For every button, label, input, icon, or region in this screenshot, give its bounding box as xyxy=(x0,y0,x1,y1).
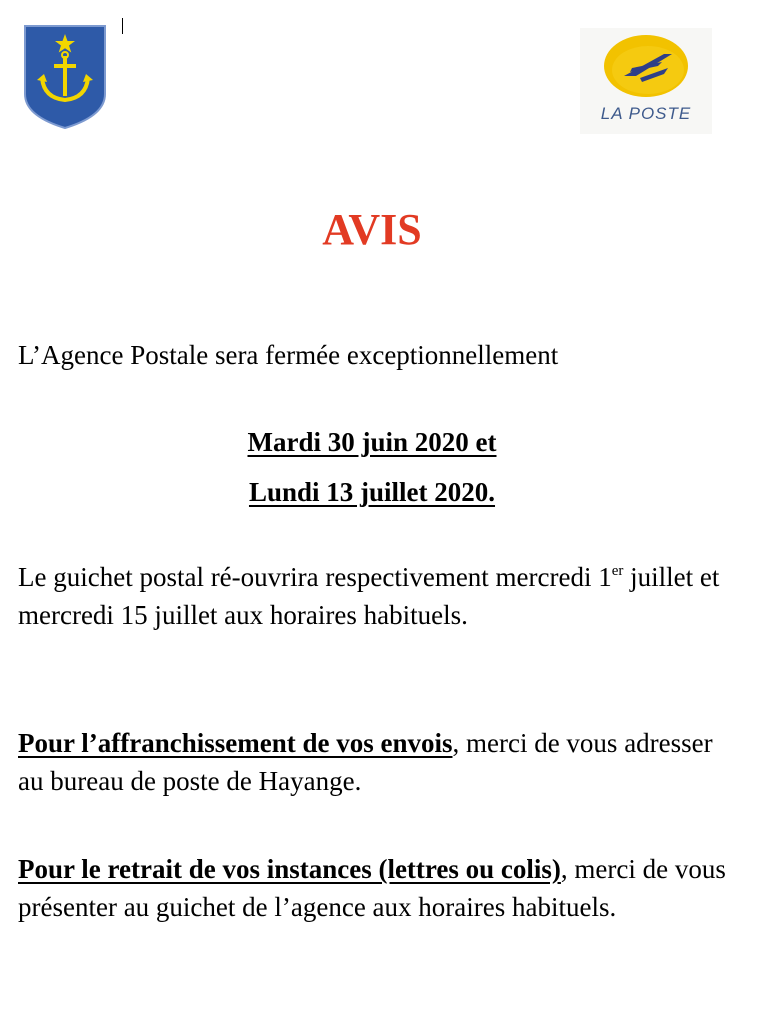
retrait-paragraph xyxy=(18,850,738,926)
coat-of-arms-icon xyxy=(22,24,108,130)
notice-title-text: AVIS xyxy=(322,205,422,254)
notice-title xyxy=(0,202,744,258)
la-poste-bird-icon xyxy=(602,32,690,102)
intro-paragraph xyxy=(18,336,738,374)
la-poste-logo xyxy=(580,28,712,134)
closure-date-2 xyxy=(0,468,744,516)
affranchissement-heading: Pour l’affranchissement de vos envois xyxy=(18,728,453,758)
affranchissement-paragraph xyxy=(18,724,738,800)
reopen-text-2: juillet et mercredi 15 juillet aux horaires habituels. xyxy=(18,562,720,630)
retrait-heading: Pour le retrait de vos instances (lettres ou colis) xyxy=(18,854,561,884)
reopen-text-1: Le guichet postal ré-ouvrira respectivement mercredi 1 xyxy=(18,562,612,592)
closure-date-1 xyxy=(0,418,744,466)
closure-date-1-text: Mardi 30 juin 2020 et xyxy=(247,427,497,457)
la-poste-label: LA POSTE xyxy=(600,104,692,123)
reopen-superscript: er xyxy=(611,563,624,579)
retrait-text: , merci de vous présenter au guichet de l’agence aux horaires habituels. xyxy=(18,854,726,922)
intro-text: L’Agence Postale sera fermée exceptionnellement xyxy=(18,340,559,370)
text-cursor xyxy=(122,18,123,34)
reopen-paragraph xyxy=(18,558,748,634)
affranchissement-text: , merci de vous adresser au bureau de poste de Hayange. xyxy=(18,728,713,796)
closure-date-2-text: Lundi 13 juillet 2020. xyxy=(248,477,496,507)
